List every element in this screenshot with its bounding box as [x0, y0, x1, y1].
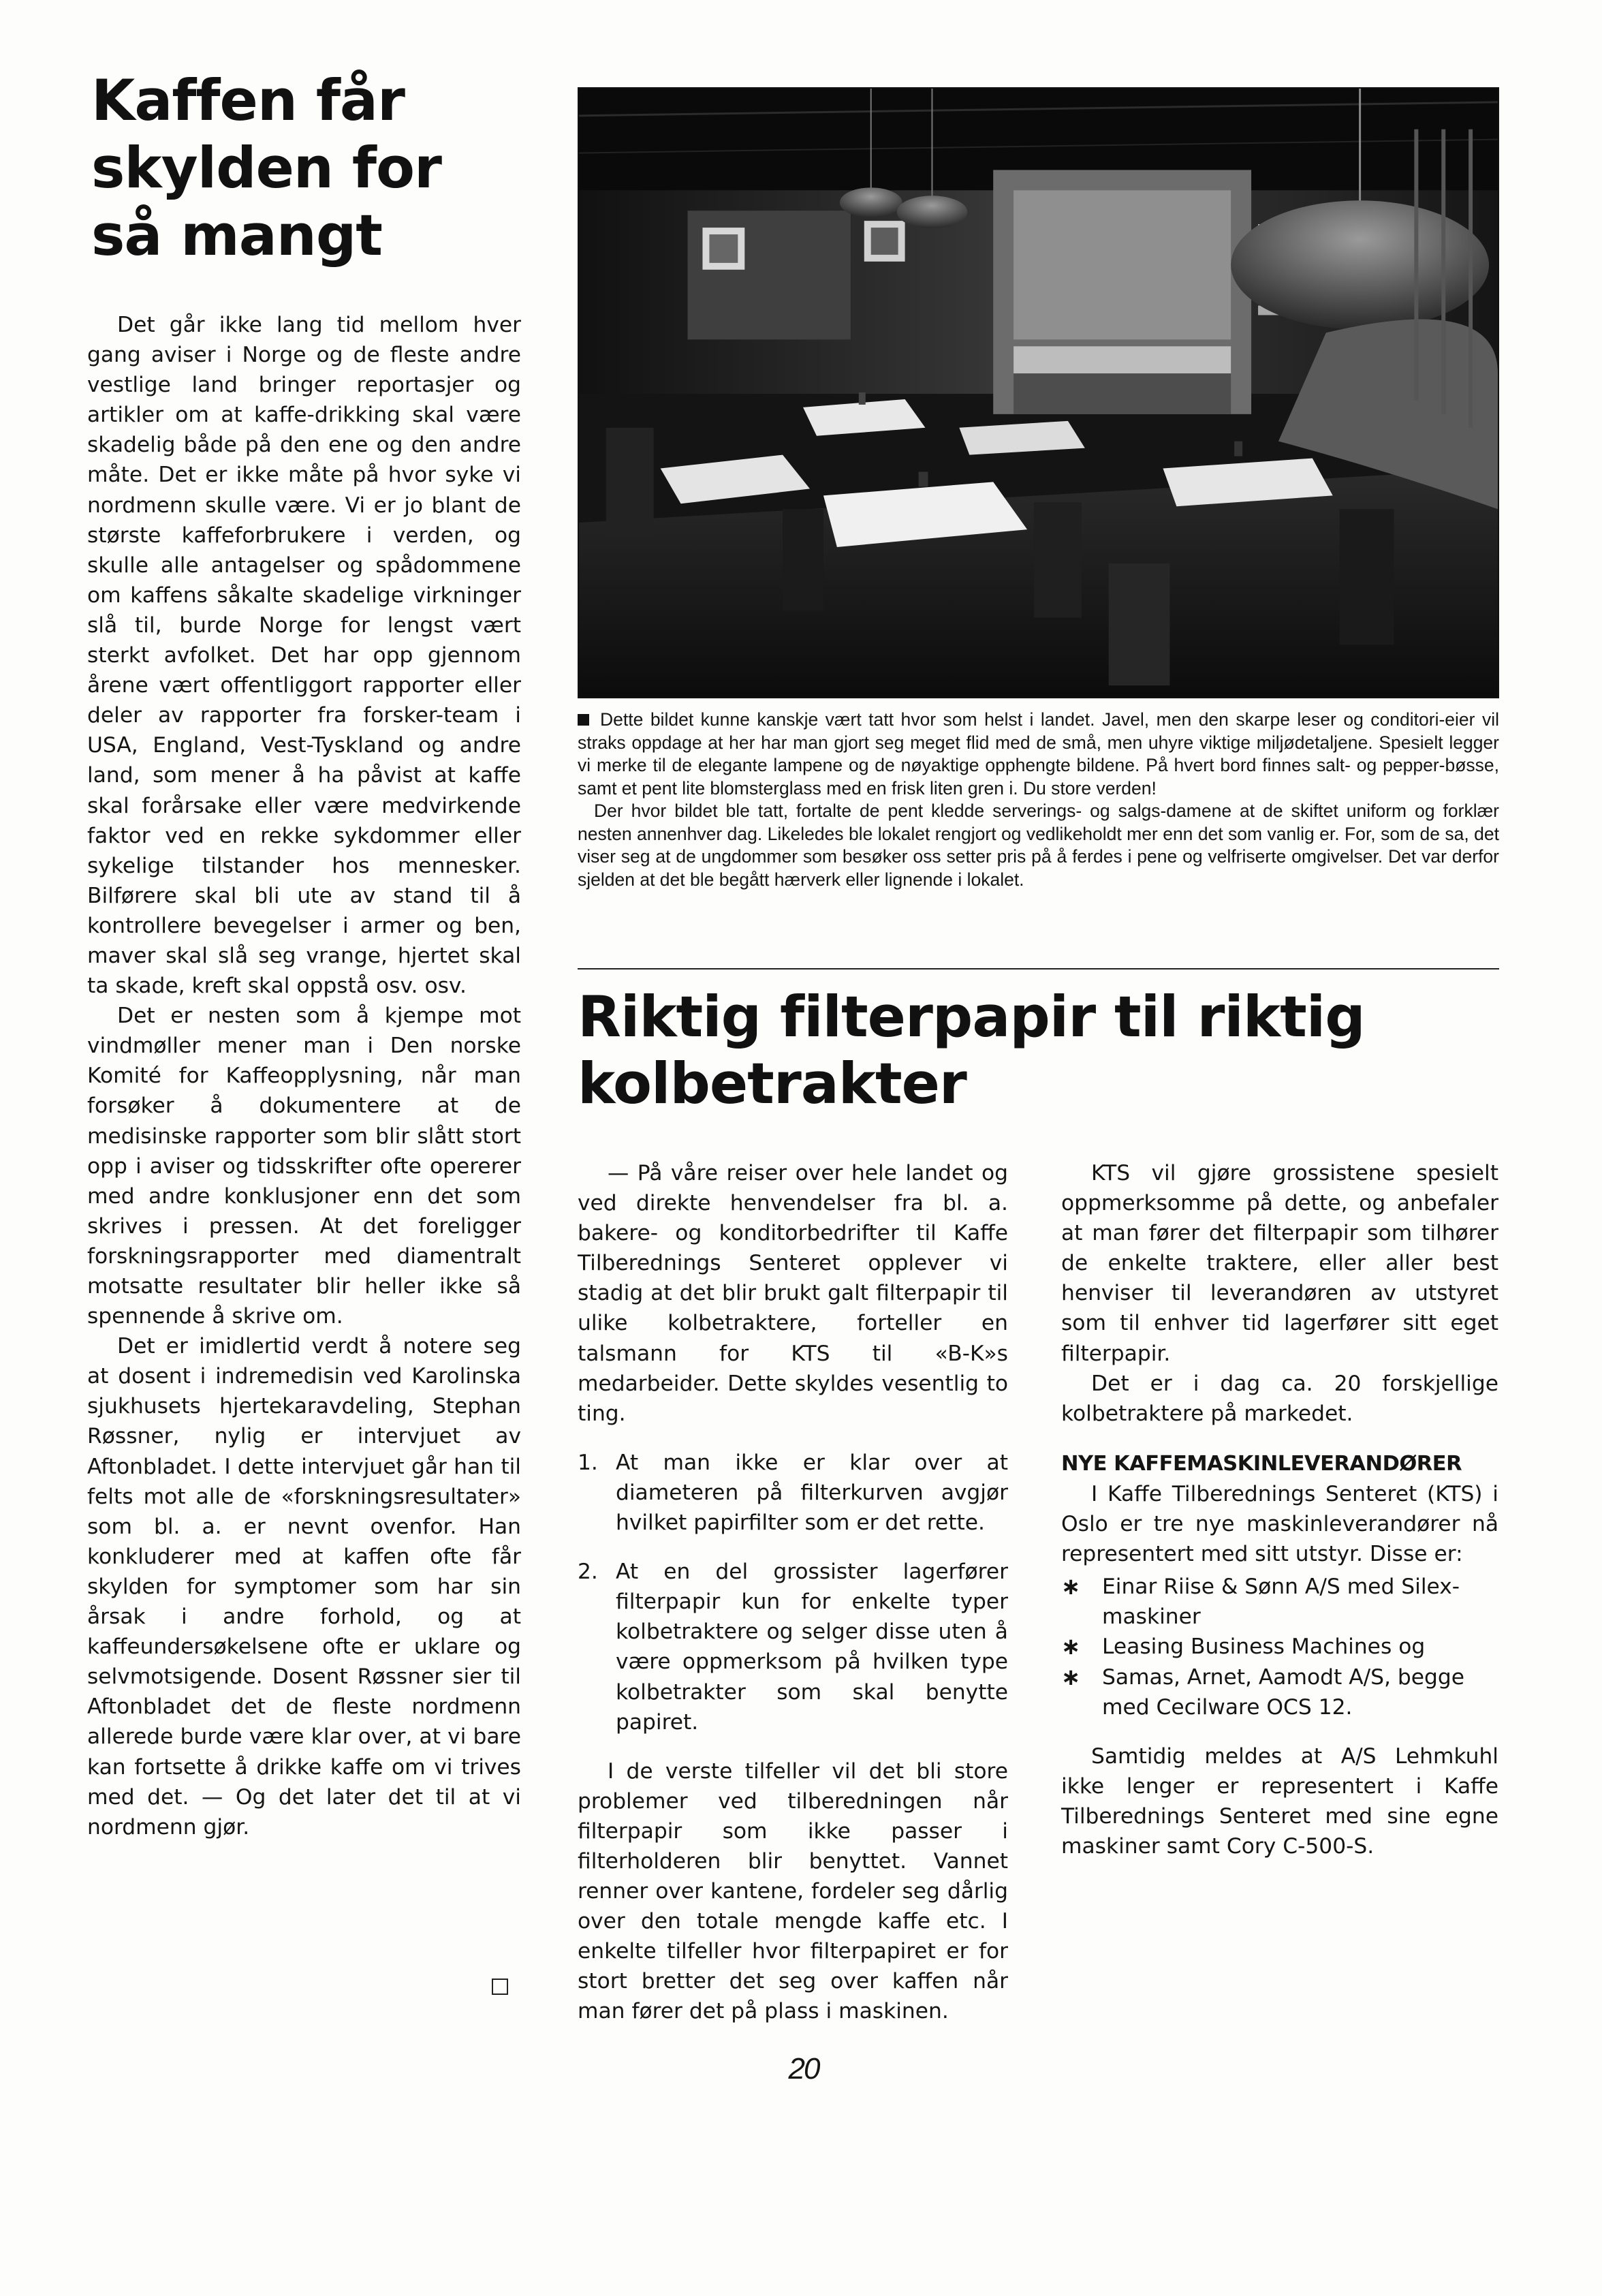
article2-paragraph-new: I Kaffe Tilberednings Senteret (KTS) i Oslo er tre nye maskinleverandører nå representert med sitt utstyr. Disse er:	[1061, 1481, 1498, 1567]
article2-paragraph-final: Samtidig meldes at A/S Lehmkuhl ikke lenger er representert i Kaffe Tilberednings Senteret med sine egne maskiner samt Cory C-500-S.	[1061, 1743, 1498, 1859]
article2-intro: — På våre reiser over hele landet og ved direkte henvendelser fra bl. a. bakere- og konditorbedrifter til Kaffe Tilberednings Senteret opplever vi stadig at det blir brukt galt filterpapir til ulike kolbetraktere, forteller en talsmann for KTS til «B-K»s medarbeider. Dette skyldes vesentlig to ting.	[578, 1161, 1008, 1426]
article1-paragraph: Det er imidlertid verdt å notere seg at dosent i indremedisin ved Karolinska sjukhusets hjertekaravdeling, Stephan Røssner, nylig er intervjuet av Aftonbladet. I dette intervjuet går han til felts mot alle de «forskningsresultater» som bl. a. er nevnt ovenfor. Han konkluderer med at kaffen ofte får skylden for symptomer som har sin årsak i andre forhold, og at kaffeundersøkelsene ofte er uklare og selvmotsigende. Dosent Røssner sier til Aftonbladet det de fleste nordmenn allerede burde være klar over, at vi bare kan fortsette å drikke kaffe om vi trives med det. — Og det later det til at vi nordmenn gjør.	[87, 1334, 521, 1840]
supplier-text: Samas, Arnet, Aamodt A/S, begge med Cecilware OCS 12.	[1102, 1664, 1465, 1720]
cafe-interior-illustration	[579, 89, 1498, 697]
point-number: 2.	[578, 1560, 598, 1585]
point-text: At man ikke er klar over at diameteren på filterkurven avgjør hvilket papirfilter som er det rette.	[616, 1450, 1008, 1536]
article2-column-2	[1061, 1158, 1498, 1861]
article1-paragraph: Det går ikke lang tid mellom hver gang aviser i Norge og de fleste andre vestlige land bringer reportasjer og artikler om at kaffe-drikking skal være skadelig både på den ene og den andre måte. Det er ikke måte på hvor syke vi nordmenn skulle være. Vi er jo blant de største kaffeforbrukere i verden, og skulle alle antagelser og spådommene om kaffens såkalte skadelige virkninger slå til, burde Norge for lengst vært sterkt avfolket. Det har opp gjennom årene vært offentliggort rapporter eller deler av rapporter fra forsker-team i USA, England, Vest-Tyskland og andre land, som mener å ha påvist at kaffe skal forårsake eller være medvirkende faktor ved en rekke sykdommer eller sykelige tilstander hos mennesker. Bilførere skal bli ute av stand til å kontrollere bevegelser i armer og ben, maver skal slå seg vrange, hjertet skal ta skade, kreft skal oppstå osv. osv.	[87, 313, 521, 999]
caption-paragraph: Der hvor bildet ble tatt, fortalte de pent kledde serverings- og salgs-damene at de skiftet uniform og forklær nesten annenhver dag. Likeledes ble lokalet rengjort og vedlikeholdt mer enn det som vanlig er. For, som de sa, det viser seg at de ungdommer som besøker oss setter pris på å ferdes i pene og velfriserte omgivelser. Det var derfor sjelden at det ble begått hærverk eller lignende i lokalet.	[578, 801, 1499, 890]
point-text: At en del grossister lagerfører filterpapir kun for enkelte typer kolbetraktere og selger disse uten å være oppmerksom på hvilken type kolbetrakter som skal benytte papiret.	[616, 1560, 1008, 1735]
numbered-point	[578, 1448, 1008, 1538]
supplier-text: Einar Riise & Sønn A/S med Silex-maskiner	[1102, 1574, 1460, 1630]
article2-paragraph-count: Det er i dag ca. 20 forskjellige kolbetraktere på markedet.	[1061, 1371, 1498, 1426]
supplier-list	[1061, 1572, 1498, 1722]
caption-paragraph	[578, 709, 1499, 800]
headline-kaffen: Kaffen får skylden for så mangt	[91, 67, 441, 268]
asterisk-icon: ∗	[1061, 1633, 1081, 1661]
caption-bullet-icon	[578, 714, 589, 726]
headline-riktig-filterpapir: Riktig filterpapir til riktig kolbetrakter	[578, 984, 1365, 1117]
point-number: 1.	[578, 1450, 598, 1475]
end-mark-icon	[492, 1979, 508, 1995]
section-divider	[578, 968, 1499, 969]
supplier-item	[1061, 1572, 1498, 1632]
article2-paragraph-problems: I de verste tilfeller vil det bli store problemer ved tilberedningen når filterpapir som ikke passer i filterholderen blir benyttet. Vannet renner over kantene, fordeler seg dårlig over den totale mengde kaffe etc. I enkelte tilfeller hvor filterpapiret er for stort bretter det seg over kaffen når man fører det på plass i maskinen.	[578, 1758, 1008, 2024]
numbered-point	[578, 1557, 1008, 1737]
article2-column-1	[578, 1158, 1008, 2027]
supplier-item	[1061, 1662, 1498, 1722]
article1-paragraph: Det er nesten som å kjempe mot vindmøller mener man i Den norske Komité for Kaffeopplysning, når man forsøker å dokumentere at de medisinske rapporter som blir slått stort opp i aviser og tidsskrifter ofte opererer med andre konklusjoner enn det som skrives i pressen. At det foreligger forskningsrapporter med diamentralt motsatte resultater blir heller ikke så spennende å skrive om.	[87, 1004, 521, 1329]
supplier-text: Leasing Business Machines og	[1102, 1634, 1426, 1660]
asterisk-icon: ∗	[1061, 1573, 1081, 1601]
asterisk-icon: ∗	[1061, 1663, 1081, 1691]
subheading-new-suppliers: NYE KAFFEMASKINLEVERANDØRER	[1061, 1451, 1462, 1476]
photo-caption	[578, 709, 1499, 891]
page-number: 20	[788, 2052, 819, 2085]
caption-text: Dette bildet kunne kanskje vært tatt hvor som helst i landet. Javel, men den skarpe leser og conditori-eier vil straks oppdage at her har man gjort seg meget flid med de små, men uhyre viktige miljødetaljene. Spesielt legger vi merke til de elegante lampene og de nøyaktige opphengte bildene. På hvert bord finnes salt- og pepper-bøsse, samt et pent lite blomsterglass med en frisk liten gren i. Du store verden!	[578, 709, 1499, 798]
supplier-item	[1061, 1632, 1498, 1662]
cafe-photo	[578, 87, 1499, 698]
article2-paragraph-kts: KTS vil gjøre grossistene spesielt oppmerksomme på dette, og anbefaler at man fører det filterpapir som tilhører de enkelte traktere, eller aller best henviser til leverandøren av utstyret som til enhver tid lagerfører sitt eget filterpapir.	[1061, 1161, 1498, 1366]
article1-body	[87, 310, 521, 1842]
